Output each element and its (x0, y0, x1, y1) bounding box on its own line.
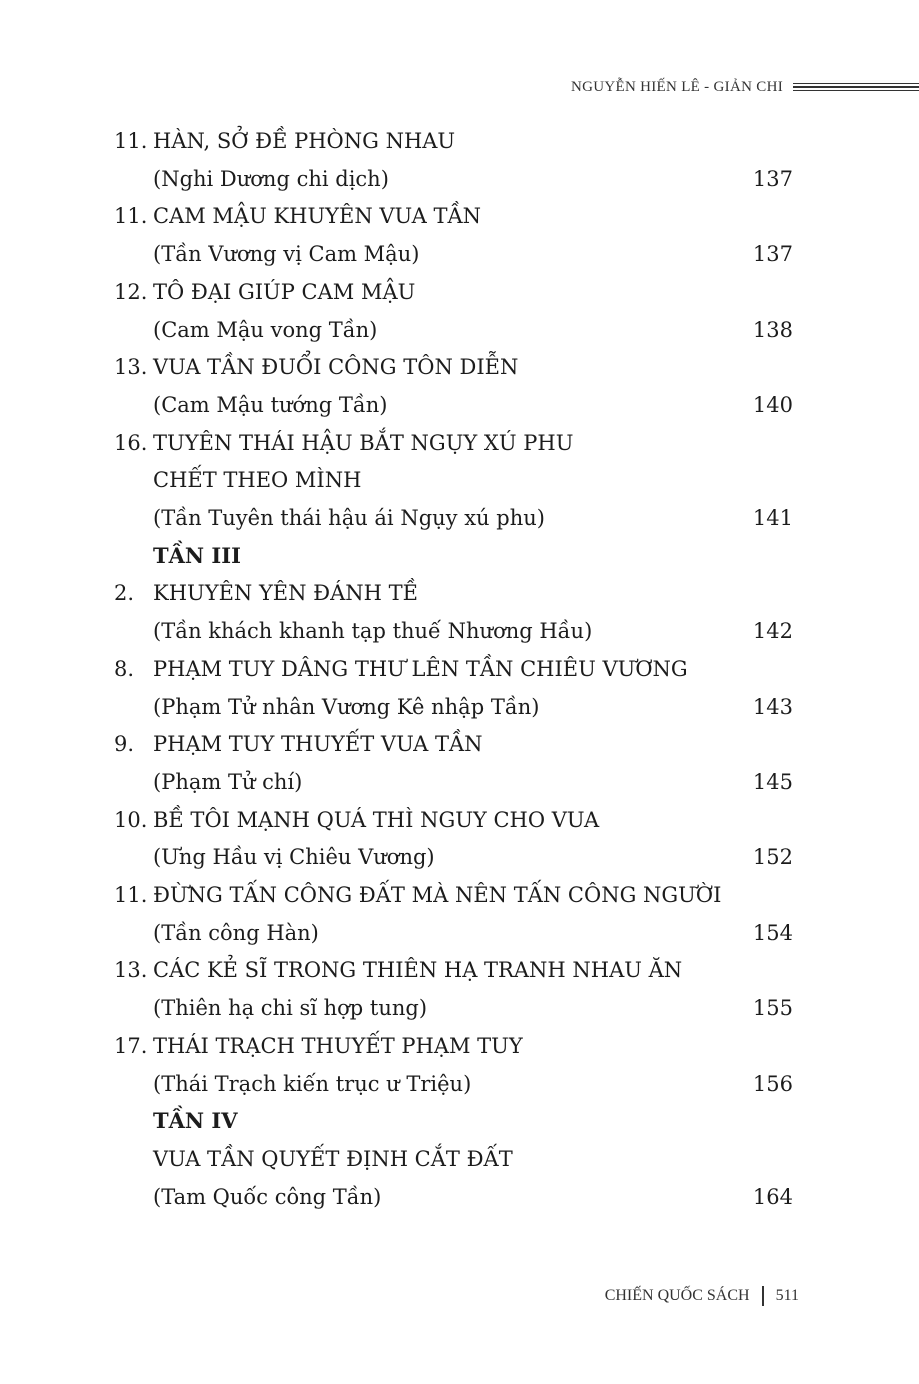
toc-entry-page: 164 (752, 1184, 793, 1209)
toc-entry (0, 160, 919, 198)
toc-entry (0, 838, 919, 876)
toc-entry-title: (Tần Tuyên thái hậu ái Ngụy xú phu) (153, 506, 545, 530)
toc-entry-title: VUA TẦN QUYẾT ĐỊNH CẮT ĐẤT (153, 1146, 513, 1171)
toc-entry-number: 16. (114, 430, 148, 455)
toc-entry-number: 13. (114, 958, 148, 983)
footer-book-title: CHIẾN QUỐC SÁCH (604, 1287, 750, 1304)
toc-entry (0, 688, 919, 726)
toc-entry-page: 143 (752, 694, 793, 719)
toc-entry (0, 273, 919, 311)
toc-section-heading: TẦN III (153, 542, 241, 568)
running-header (571, 76, 919, 98)
toc-entry-title: CÁC KẺ SĨ TRONG THIÊN HẠ TRANH NHAU ĂN (153, 958, 683, 983)
toc-entry-number: 8. (114, 656, 135, 681)
toc-entry (0, 725, 919, 763)
toc-entry-number: 11. (114, 883, 148, 907)
toc-entry-number: 2. (114, 581, 135, 606)
toc-entry-title: (Cam Mậu tướng Tần) (153, 392, 388, 417)
toc-entry (0, 537, 919, 575)
toc-entry-title: CHẾT THEO MÌNH (153, 468, 362, 493)
toc-entry-number: 13. (114, 355, 148, 380)
toc-entry-page: 142 (752, 619, 793, 644)
toc-entry (0, 801, 919, 839)
toc-entry (0, 1065, 919, 1103)
toc-entry (0, 876, 919, 914)
toc-entry-title: ĐỪNG TẤN CÔNG ĐẤT MÀ NÊN TẤN CÔNG NGƯỜI (153, 883, 722, 907)
toc-entry (0, 1102, 919, 1140)
toc-entry (0, 1027, 919, 1065)
toc-entry (0, 235, 919, 273)
footer-separator (762, 1286, 764, 1306)
toc-section-heading: TẦN IV (153, 1108, 238, 1134)
toc-entry-title: KHUYÊN YÊN ĐÁNH TỀ (153, 581, 419, 606)
toc-entry (0, 1178, 919, 1216)
toc-entry-page: 154 (752, 920, 793, 945)
toc-entry (0, 348, 919, 386)
toc-entry (0, 574, 919, 612)
toc-entry-title: PHẠM TUY THUYẾT VUA TẦN (153, 732, 483, 757)
toc-entry-title: TÔ ĐẠI GIÚP CAM MẬU (153, 279, 416, 304)
toc-entry-number: 11. (114, 129, 148, 153)
toc-entry-title: (Tần công Hàn) (153, 920, 319, 945)
toc-entry-title: (Cam Mậu vong Tần) (153, 317, 378, 342)
toc-entry-page: 145 (752, 769, 793, 794)
toc-entry-title: BỀ TÔI MẠNH QUÁ THÌ NGUY CHO VUA (153, 807, 600, 832)
running-footer (605, 1283, 799, 1309)
toc-entry-title: (Tam Quốc công Tần) (153, 1184, 382, 1209)
toc-entry-title: (Nghi Dương chi dịch) (153, 166, 389, 191)
toc-entry (0, 612, 919, 650)
toc-entry-page: 137 (752, 242, 793, 267)
toc-entry (0, 197, 919, 235)
footer-page-number: 511 (775, 1287, 799, 1304)
toc-entry-number: 11. (114, 204, 148, 229)
toc-entry-number: 12. (114, 279, 148, 304)
toc-entry-title: (Ưng Hầu vị Chiêu Vương) (153, 845, 435, 870)
toc-entry (0, 311, 919, 349)
toc-entry-page: 152 (752, 845, 793, 870)
toc-entry-title: (Thiên hạ chi sĩ hợp tung) (153, 996, 428, 1021)
toc-entry-page: 137 (752, 166, 793, 191)
toc-entry-title: (Tần khách khanh tạp thuế Nhương Hầu) (153, 619, 593, 644)
toc-entry (0, 914, 919, 952)
toc-entry-title: HÀN, SỞ ĐỀ PHÒNG NHAU (153, 129, 456, 153)
toc-entry-number: 9. (114, 732, 135, 757)
toc-entry (0, 1140, 919, 1178)
toc-entry-title: (Thái Trạch kiến trục ư Triệu) (153, 1071, 472, 1096)
toc-entry (0, 424, 919, 462)
toc-entry-number: 10. (114, 807, 148, 832)
toc-entry-title: VUA TẦN ĐUỔI CÔNG TÔN DIỄN (153, 355, 519, 380)
toc-entry-page: 141 (752, 506, 793, 530)
toc-entry-title: CAM MẬU KHUYÊN VUA TẦN (153, 204, 482, 229)
toc-entry-title: TUYÊN THÁI HẬU BẮT NGỤY XÚ PHU (153, 430, 574, 455)
toc-entry (0, 763, 919, 801)
toc-entry-title: PHẠM TUY DÂNG THƯ LÊN TẦN CHIÊU VƯƠNG (153, 656, 688, 681)
toc-entry (0, 989, 919, 1027)
toc-entry (0, 650, 919, 688)
header-rules (793, 81, 919, 93)
toc-entry (0, 499, 919, 537)
toc-entry-page: 156 (752, 1071, 793, 1096)
toc-entry-page: 140 (752, 392, 793, 417)
toc-entry-title: (Phạm Tử chí) (153, 769, 303, 794)
toc-entry (0, 951, 919, 989)
toc-entry-title: (Phạm Tử nhân Vương Kê nhập Tần) (153, 694, 540, 719)
toc-entry-page: 155 (752, 996, 793, 1021)
toc-entry (0, 386, 919, 424)
toc-entry-page: 138 (752, 317, 793, 342)
toc-entry (0, 461, 919, 499)
toc-entry-number: 17. (114, 1033, 148, 1058)
toc-entry-title: (Tần Vương vị Cam Mậu) (153, 242, 420, 267)
header-author: NGUYỄN HIẾN LÊ - GIẢN CHI (570, 78, 783, 95)
toc-entry-title: THÁI TRẠCH THUYẾT PHẠM TUY (153, 1033, 523, 1058)
toc-entry (0, 122, 919, 160)
